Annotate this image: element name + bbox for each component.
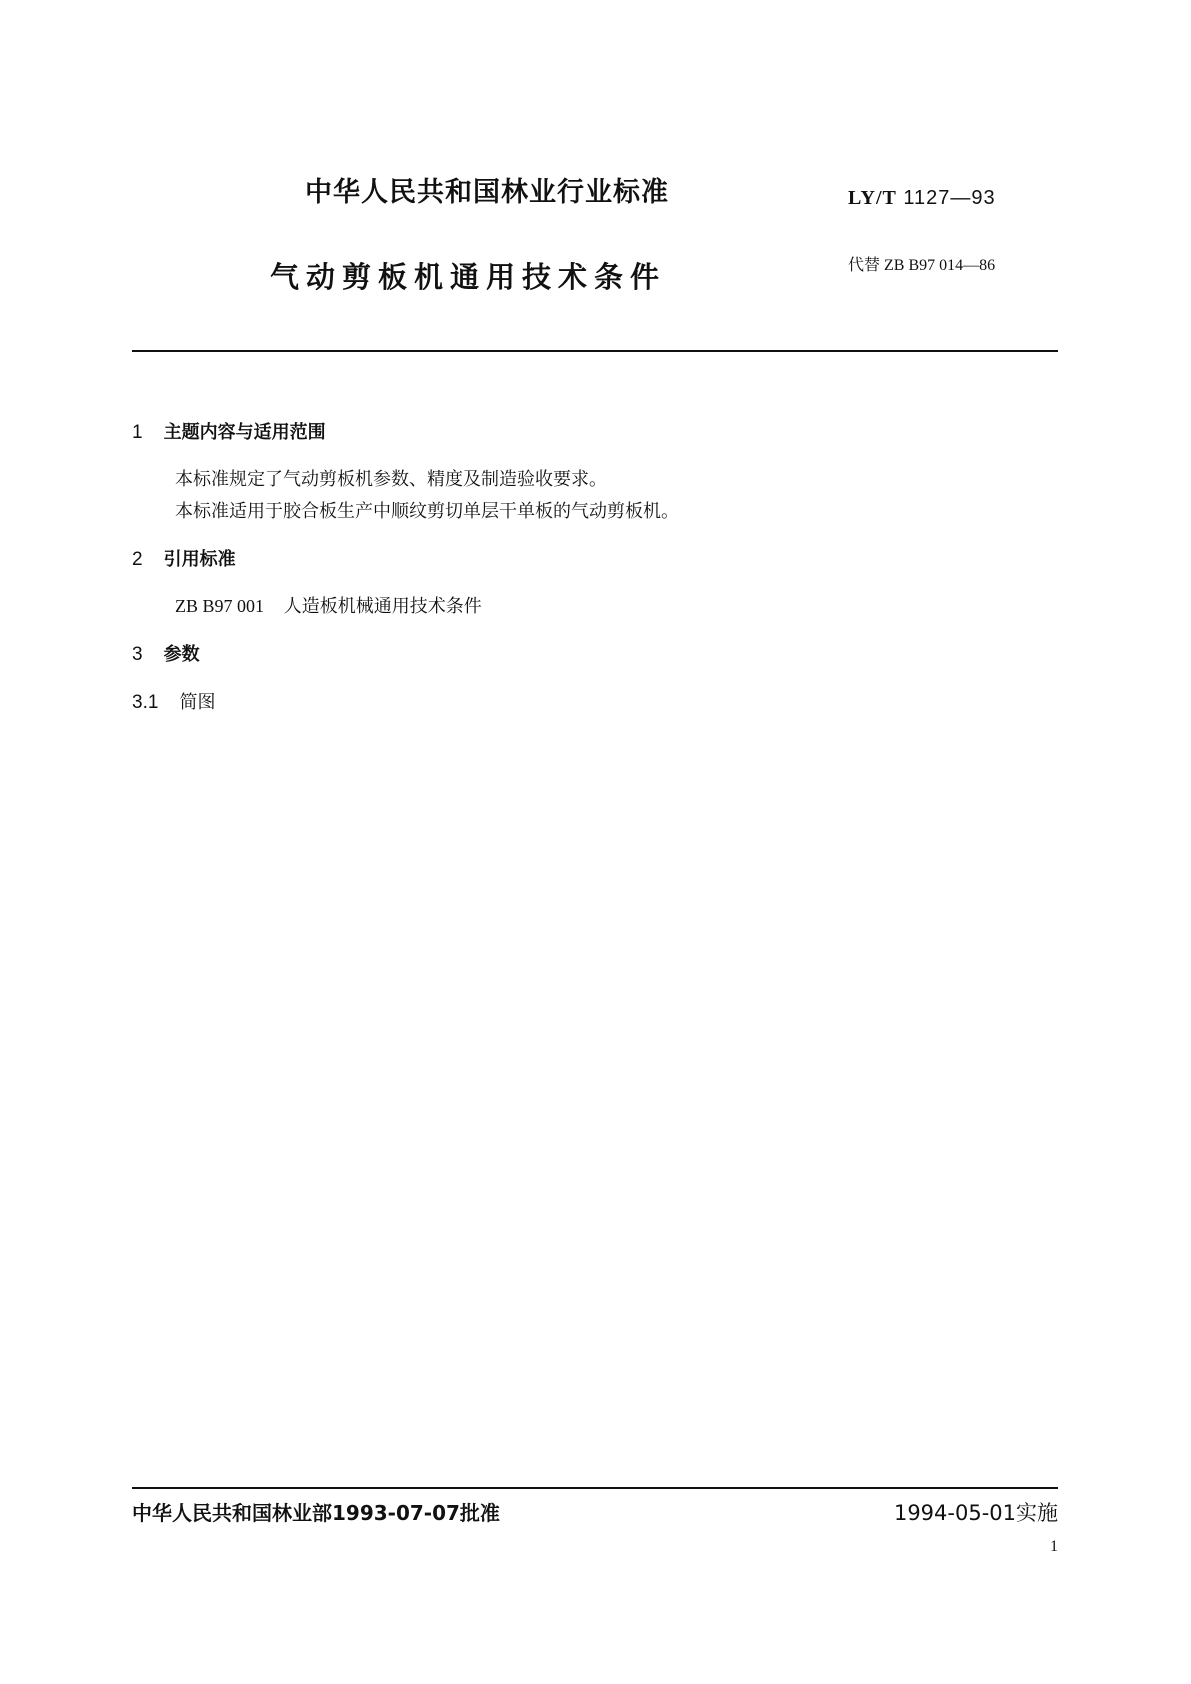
section-3-heading xyxy=(132,640,200,666)
subsection-number: 3.1 xyxy=(132,692,159,713)
section-1-paragraph: 本标准规定了气动剪板机参数、精度及制造验收要求。 xyxy=(175,469,607,490)
standard-number xyxy=(848,187,996,210)
section-1-heading xyxy=(132,418,326,444)
subsection-3-1-heading xyxy=(132,688,216,714)
replaces-note: 代替 ZB B97 014—86 xyxy=(848,257,996,274)
section-title: 主题内容与适用范围 xyxy=(163,422,326,443)
section-title: 参数 xyxy=(163,644,200,665)
referenced-standard-name: 人造板机械通用技术条件 xyxy=(283,596,482,617)
approval-statement: 中华人民共和国林业部1993-07-07批准 xyxy=(132,1501,500,1525)
implementation-date: 1994-05-01实施 xyxy=(893,1501,1058,1525)
section-title: 引用标准 xyxy=(163,549,236,570)
subsection-title: 简图 xyxy=(179,692,216,713)
footer-divider xyxy=(132,1487,1058,1489)
section-number: 2 xyxy=(132,549,143,570)
section-1-paragraph: 本标准适用于胶合板生产中顺纹剪切单层干单板的气动剪板机。 xyxy=(175,501,679,522)
page-number: 1 xyxy=(1050,1538,1058,1555)
referenced-standard xyxy=(175,592,482,618)
standard-code: 1127—93 xyxy=(903,187,996,209)
section-number: 1 xyxy=(132,422,143,443)
header-divider xyxy=(132,350,1058,352)
standard-organization-title: 中华人民共和国林业行业标准 xyxy=(305,177,669,208)
section-number: 3 xyxy=(132,644,143,665)
referenced-standard-code: ZB B97 001 xyxy=(175,596,265,616)
document-title: 气动剪板机通用技术条件 xyxy=(270,260,667,294)
standard-prefix: LY/T xyxy=(848,187,897,209)
section-2-heading xyxy=(132,545,236,571)
